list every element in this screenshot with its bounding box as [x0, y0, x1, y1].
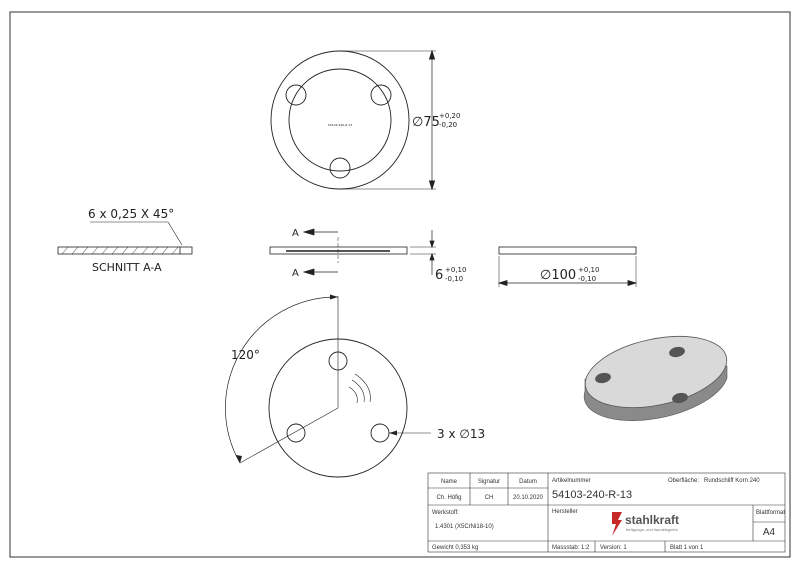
cut-label-bottom: A	[292, 268, 299, 279]
tb-blattformat-value: A4	[762, 527, 776, 538]
top-tol-upper: +0,20	[439, 112, 461, 120]
tb-gewicht: Gewicht 0,353 kg	[432, 545, 479, 551]
tb-artikel-value: 54103-240-R-13	[552, 489, 633, 501]
isometric-view	[579, 325, 734, 421]
hole-right	[371, 424, 389, 442]
tb-col-signatur: Signatur	[477, 479, 501, 485]
edge-tol-upper: +0,10	[578, 266, 600, 274]
tb-blatt: Blatt 1 von 1	[670, 545, 704, 551]
edge-tol-lower: -0,10	[578, 275, 597, 283]
tb-hersteller-label: Hersteller	[552, 509, 578, 515]
edge-diameter-label: ∅100	[540, 268, 577, 283]
hole-2	[371, 85, 391, 105]
pitch-circle	[289, 69, 391, 171]
section-title: SCHNITT A-A	[92, 261, 162, 274]
logo-name: stahlkraft	[625, 513, 680, 527]
tb-version: Version: 1	[600, 545, 627, 551]
tb-werkstoff-value: 1.4301 (X5CrNi18-10)	[435, 524, 494, 530]
chamfer-label: 6 x 0,25 X 45°	[88, 207, 175, 221]
tb-blattformat-label: Blattformat	[756, 510, 786, 516]
thickness-label: 6	[435, 268, 444, 283]
tb-col-datum: Datum	[519, 479, 537, 485]
tb-oberflaeche-label: Oberfläche:	[668, 478, 700, 484]
tb-oberflaeche-value: Rundschliff Korn 240	[704, 478, 760, 484]
engraving-text: 54103-240-R-13	[327, 123, 353, 127]
tb-werkstoff-label: Werkstoff:	[432, 510, 459, 516]
tb-name-value: Ch. Höfig	[436, 495, 462, 501]
angle-label: 120°	[231, 348, 260, 362]
section-view	[58, 222, 192, 254]
top-tol-lower: -0,20	[439, 121, 458, 129]
holes-label: 3 x ∅13	[437, 427, 486, 441]
tb-col-name: Name	[440, 479, 458, 485]
top-diameter-label: ∅75	[412, 115, 440, 130]
tb-datum-value: 20.10.2020	[512, 495, 544, 501]
hole-left	[287, 424, 305, 442]
bottom-view	[225, 295, 431, 478]
stahlkraft-logo	[612, 512, 679, 536]
thickness-tol-upper: +0,10	[445, 266, 467, 274]
tb-massstab: Massstab: 1:2	[552, 545, 590, 551]
hole-3	[330, 158, 350, 178]
cut-label-top: A	[292, 228, 299, 239]
thickness-tol-lower: -0,10	[445, 275, 464, 283]
logo-tagline: fertigungs- und handelsgmbh	[626, 527, 678, 532]
tb-artikel-label: Artikelnummer	[552, 478, 591, 484]
outer-circle	[271, 51, 409, 189]
tb-signatur-value: CH	[484, 495, 494, 501]
drawing-frame	[10, 12, 790, 557]
